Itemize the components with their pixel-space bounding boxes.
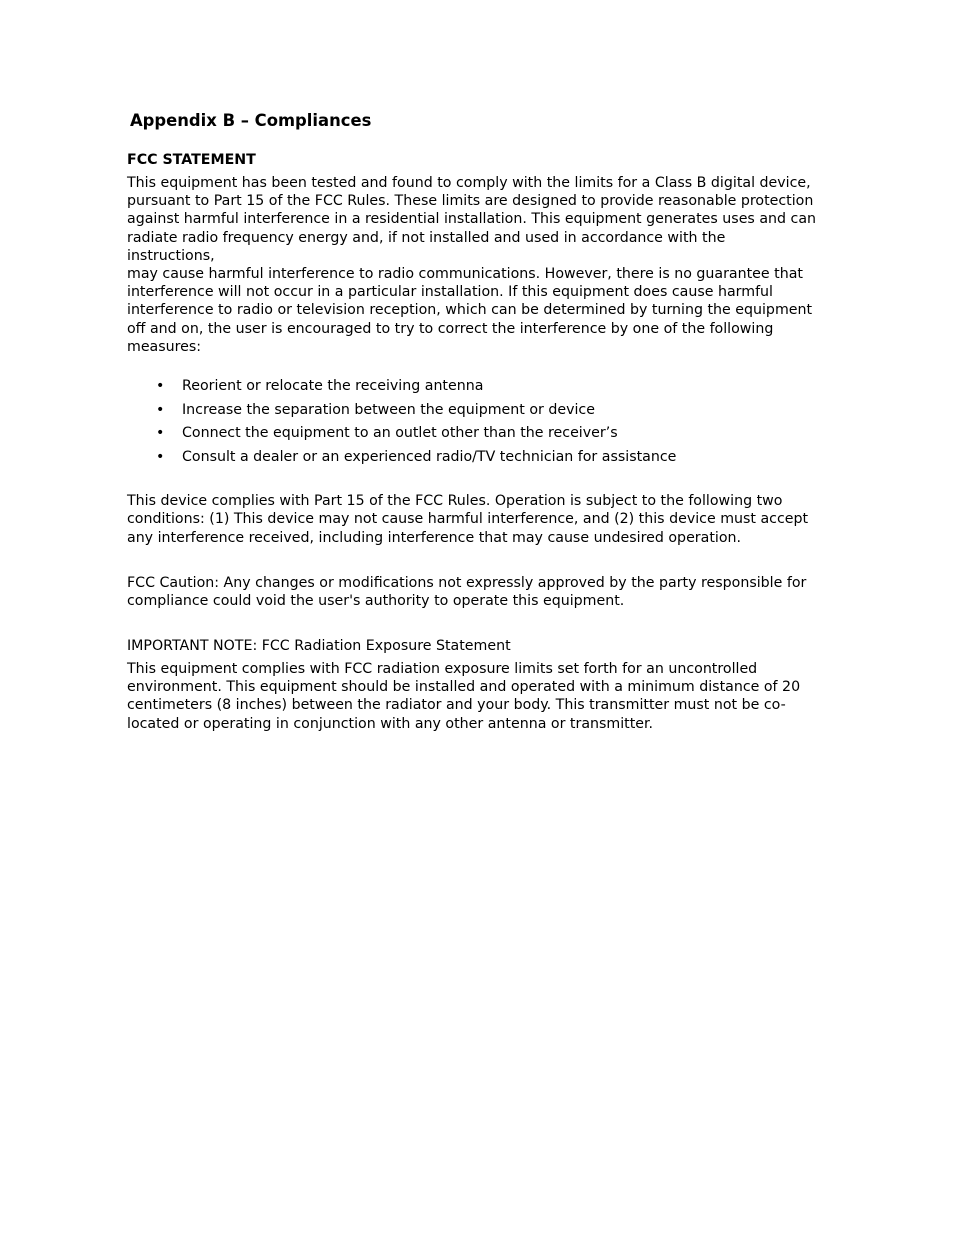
bullet-icon: • — [156, 401, 165, 418]
measures-list — [127, 377, 817, 472]
paragraph-line: centimeters (8 inches) between the radiator and your body. This transmitter must not be co- — [127, 697, 786, 714]
paragraph-line: against harmful interference in a residential installation. This equipment generates uses and can — [127, 211, 817, 228]
list-item-text: Consult a dealer or an experienced radio/TV technician for assistance — [182, 449, 677, 466]
list-item-text: Reorient or relocate the receiving antenna — [182, 378, 484, 395]
fcc-caution-paragraph — [127, 574, 817, 610]
part15-compliance-paragraph — [127, 492, 817, 547]
paragraph-line: compliance could void the user's authority to operate this equipment. — [127, 593, 625, 610]
page-content — [127, 111, 817, 733]
paragraph-line: interference will not occur in a particular installation. If this equipment does cause harmful — [127, 284, 773, 301]
paragraph-line: This equipment has been tested and found to comply with the limits for a Class B digital device, — [127, 175, 811, 191]
paragraph-line: may cause harmful interference to radio communications. However, there is no guarantee that — [127, 266, 803, 283]
bullet-icon: • — [156, 449, 165, 466]
list-item — [127, 424, 817, 448]
paragraph-line: pursuant to Part 15 of the FCC Rules. These limits are designed to provide reasonable protection — [127, 193, 814, 210]
list-item-text: Connect the equipment to an outlet other than the receiver’s — [182, 425, 618, 442]
list-item — [127, 377, 817, 401]
radiation-note-heading: IMPORTANT NOTE: FCC Radiation Exposure Statement — [127, 637, 511, 654]
paragraph-line: conditions: (1) This device may not cause harmful interference, and (2) this device must accept — [127, 511, 809, 528]
paragraph-line: radiate radio frequency energy and, if not installed and used in accordance with the instructions, — [127, 229, 726, 264]
fcc-statement-paragraph — [127, 174, 817, 356]
list-item — [127, 448, 817, 472]
radiation-note-paragraph — [127, 660, 817, 733]
list-item — [127, 401, 817, 425]
paragraph-line: interference to radio or television reception, which can be determined by turning the equipment — [127, 302, 813, 319]
fcc-statement-heading: FCC STATEMENT — [127, 152, 256, 168]
paragraph-line: any interference received, including interference that may cause undesired operation. — [127, 529, 742, 546]
paragraph-line: measures: — [127, 338, 202, 355]
bullet-icon: • — [156, 378, 165, 395]
paragraph-line: This equipment complies with FCC radiation exposure limits set forth for an uncontrolled — [127, 661, 758, 677]
paragraph-line: off and on, the user is encouraged to try to correct the interference by one of the following — [127, 320, 774, 337]
paragraph-line: located or operating in conjunction with any other antenna or transmitter. — [127, 715, 654, 732]
list-item-text: Increase the separation between the equipment or device — [182, 401, 595, 418]
paragraph-line: This device complies with Part 15 of the FCC Rules. Operation is subject to the following two — [127, 493, 783, 510]
appendix-title: Appendix B – Compliances — [130, 111, 372, 130]
bullet-icon: • — [156, 425, 165, 442]
paragraph-line: FCC Caution: Any changes or modifications not expressly approved by the party responsible for — [127, 574, 807, 591]
paragraph-line: environment. This equipment should be installed and operated with a minimum distance of 20 — [127, 679, 801, 696]
